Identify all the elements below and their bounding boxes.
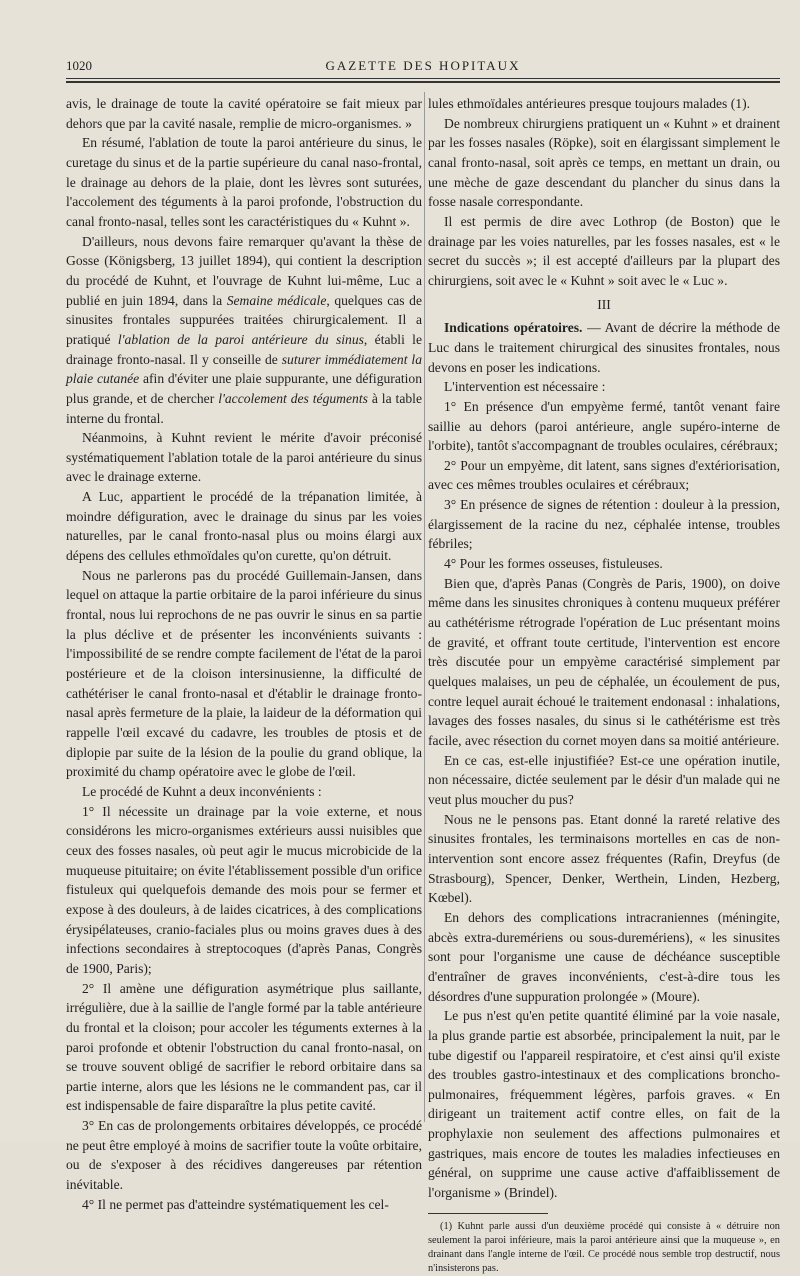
paragraph [428,377,780,397]
paragraph [66,1116,422,1195]
page-header [66,52,780,76]
text-run: 3° En présence de signes de rétention : douleur à la pression, élargissement de la racine du nez, céphalée intense, troubles fébriles; [428,497,780,552]
text-run: Nous ne le pensons pas. Etant donné la rareté relative des sinusites frontales, les terminaisons mortelles en cas de non-intervention sont encore assez fréquentes (Rafin, Dreyfus (de Strasbourg), Spencer, Denker, Werthein, Linden, Hezberg, Kœbel). [428,811,780,906]
italic-text: Semaine médicale [226,292,327,308]
text-run: Nous ne parlerons pas du procédé Guillemain-Jansen, dans lequel on attaque la partie orbitaire de la paroi inférieure du sinus frontal, nous lui reprochons de ne pas ouvrir le sinus en sa partie la plus déclive et de présenter les inconvénients suivants : l'impossibilité de se rendre compte facilement de l'état de la paroi postérieure et de la cloison intersinusienne, la difficulté de cathétériser le canal fronto-nasal et d'établir le drainage fronto-nasal après fermeture de la plaie, la laideur de la déformation qui rappelle l'œil excavé du cadavre, les troubles de ptosis et de diplopie par suite de la lésion de la poulie du grand oblique, la proximité du champ opératoire avec le globe de l'œil. [66,567,422,780]
text-run: Néanmoins, à Kuhnt revient le mérite d'avoir préconisé systématiquement l'ablation totale de la paroi antérieure du sinus avec le drainage externe. [66,430,422,485]
text-run: 2° Pour un empyème, dit latent, sans signes d'extériorisation, avec ces mêmes troubles oculaires et cérébraux; [428,457,780,493]
text-run: A Luc, appartient le procédé de la trépanation limitée, à moindre défiguration, avec le drainage du sinus par les voies naturelles, par le canal fronto-nasal plus ou moins élargi aux dépens des cellules ethmoïdales qu'on curette, qu'on détruit. [66,489,422,564]
footnote-text: (1) Kuhnt parle aussi d'un deuxième procédé qui consiste à « détruire non seulement la paroi inférieure, mais la paroi antérieure ainsi que la muqueuse », en drainant dans l'angle interne de l'œil. Ce procédé nous semble trop destructif, nous n'insisterons pas. [428,1220,780,1274]
paragraph [66,487,422,566]
page-number: 1020 [66,58,92,73]
bold-text: Indications opératoires. [444,320,583,336]
text-run: L'intervention est nécessaire : [444,379,606,395]
text-run: , quelques cas de sinusites frontales suppurées traitées chirurgicalement. Il a pratiqué [66,292,422,347]
paragraph [66,802,422,979]
italic-text: l'accolement des téguments [218,390,368,406]
paragraph [66,566,422,782]
paragraph [66,979,422,1117]
text-run: III [597,296,611,312]
paragraph [428,751,780,810]
paragraph [66,94,422,133]
text-run: à la table interne du frontal. [66,390,422,426]
footnote-rule [428,1213,548,1214]
paragraph [428,212,780,291]
header-rule-bottom [66,81,780,83]
paragraph [428,318,780,377]
text-run: 1° En présence d'un empyème fermé, tantôt venant faire saillie au dehors (paroi antérieure, angle supéro-interne de l'orbite), tantôt s'accompagnant de troubles oculaires, cérébraux; [428,398,780,454]
text-run: 4° Pour les formes osseuses, fistuleuses. [444,556,663,572]
text-run: avis, le drainage de toute la cavité opératoire se fait mieux par dehors que par la cavité nasale, remplie de micro-organismes. » [66,96,422,131]
column-divider [424,92,425,1122]
text-run: D'ailleurs, nous devons faire remarquer qu'avant la thèse de Gosse (Königsberg, 13 juillet 1894), qui contient la description du procédé de Kuhnt, et l'ouvrage de Kuhnt lui-même, Luc a publié en juin 1894, dans la [66,233,422,308]
paragraph [428,810,780,908]
right-column [428,94,780,1276]
text-run: 2° Il amène une défiguration asymétrique plus saillante, irrégulière, due à la saillie de l'angle formé par la table antérieure du frontal et la cloison; pour accoler les téguments externes à la paroi profonde et obtenir l'obstruction du canal fronto-nasal, on se trouve souvent obligé de sacrifier le rebord orbitaire dans sa partie interne, alors que les lésions ne le commandent pas, car il est indispensable de faire disparaître la plus petite cavité. [66,980,422,1114]
paragraph [66,782,422,802]
running-title: GAZETTE DES HOPITAUX [325,58,521,73]
left-column [66,94,422,1214]
paragraph [428,908,780,1006]
paragraph [428,94,780,114]
paragraph [66,1195,422,1215]
paragraph [66,232,422,429]
text-run: , établi le drainage fronto-nasal. Il y conseille de [66,331,422,367]
paragraph [428,495,780,554]
text-run: 3° En cas de prolongements orbitaires développés, ce procédé ne peut être employé à moins de sacrifier toute la voûte orbitaire, ou de s'exposer à des récidives dangereuses par rétention inévitable. [66,1118,422,1193]
text-run: Il est permis de dire avec Lothrop (de Boston) que le drainage par les voies naturelles, par les fosses nasales, est « le secret du succès »; il est accepté d'ailleurs par la plupart des chirurgiens, soit avec le « Kuhnt » soit avec le « Luc ». [428,213,780,288]
text-run: afin d'éviter une plaie suppurante, une défiguration plus grande, et de chercher [66,371,422,406]
footnote [428,1220,780,1276]
text-run: De nombreux chirurgiens pratiquent un « Kuhnt » et drainent par les fosses nasales (Röpke), soit en élargissant simplement le canal fronto-nasal, soit après ce temps, en mettant un drain, ou une mèche de gaze descendant du plancher du sinus dans la fosse nasale correspondante. [428,115,780,210]
paragraph [428,397,780,456]
paragraph [428,114,780,212]
paragraph [428,295,780,315]
right-column-body [428,94,780,1203]
paragraph [428,574,780,751]
paragraph [66,428,422,487]
text-run: 4° Il ne permet pas d'atteindre systématiquement les cel- [82,1196,389,1212]
header-rule-top [66,78,780,79]
paragraph [428,554,780,574]
text-run: 1° Il nécessite un drainage par la voie externe, et nous considérons les micro-organismes extérieurs aussi nuisibles que ceux des fosses nasales, où peut agir le mucus microbicide de la muqueuse pituitaire; on évite l'établissement possible d'un orifice fistuleux qui quelquefois demande des mois pour se fermer et expose à des douleurs, à de laides cicatrices, à des complications érysipélateuses, cranio-faciales plus ou moins graves dues à des infections secondaires à streptocoques (d'après Panas, Congrès de 1900, Paris); [66,803,422,976]
text-run: Le procédé de Kuhnt a deux inconvénients : [82,783,322,799]
paragraph [428,456,780,495]
text-run: Le pus n'est qu'en petite quantité éliminé par la voie nasale, la plus grande partie est absorbée, principalement la nuit, par le tube digestif ou l'appareil respiratoire, et c'est ainsi qu'il existe des troubles gastro-intestinaux et des complications broncho-pulmonaires, fréquemment légères, parfois graves. « En dirigeant un traitement actif contre elles, on fait de la prophylaxie non seulement des affections pulmonaires et gastriques, mais encore de toutes les maladies infectieuses en général, on supprime une cause active d'affaiblissement de l'organisme » (Brindel). [428,1008,780,1201]
text-run: Bien que, d'après Panas (Congrès de Paris, 1900), on doive même dans les sinusites chroniques à contenu muqueux préférer au cathétérisme rétrograde l'opération de Luc présentant moins de gravité, et offrant toute certitude, l'intervention est encore très discutée pour un empyème caractérisé simplement par quelques malaises, un peu de céphalée, un écoulement de pus, contre lequel aurait échoué le traitement endonasal : inhalations, lavages des fosses nasales, du sinus si le cathétérisme est très facile, avec résection du cornet moyen dans sa moitié antérieure. [428,575,780,748]
italic-text: l'ablation de la paroi antérieure du sinus [117,331,364,347]
italic-text: suturer immédiatement la plaie cutanée [66,351,422,387]
text-run: — Avant de décrire la méthode de Luc dans le traitement chirurgical des sinusites frontales, nous devons en poser les indications. [428,320,780,375]
text-run: En dehors des complications intracraniennes (méningite, abcès extra-duremériens ou sous-duremériens), « les sinusites sont pour l'organisme une cause de déchéance susceptible d'entraîner de graves inconvénients, c'est-à-dire tous les désordres d'une suppuration prolongée » (Moure). [428,909,780,1004]
text-run: En ce cas, est-elle injustifiée? Est-ce une opération inutile, non nécessaire, dictée seulement par le désir d'un malade qui ne veut plus moucher du pus? [428,752,780,807]
text-run: En résumé, l'ablation de toute la paroi antérieure du sinus, le curetage du sinus et de la partie supérieure du canal naso-frontal, le drainage au dehors de la plaie, dont les lèvres sont suturées, l'accolement des téguments à la paroi profonde, l'obstruction du canal fronto-nasal, telles sont les caractéristiques du « Kuhnt ». [66,135,422,229]
text-run: lules ethmoïdales antérieures presque toujours malades (1). [428,96,750,111]
paragraph [428,1006,780,1203]
paragraph [66,133,422,231]
